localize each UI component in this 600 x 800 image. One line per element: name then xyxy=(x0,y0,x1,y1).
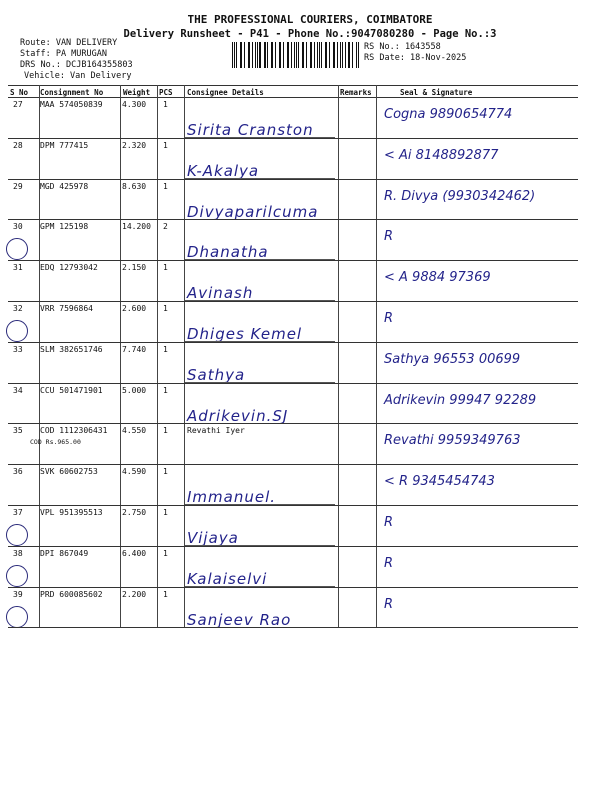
row-weight: 14.200 xyxy=(122,222,151,232)
row-weight: 2.200 xyxy=(122,589,147,599)
barcode xyxy=(232,42,360,68)
row-serial-number: 37 xyxy=(13,508,23,517)
row-divider xyxy=(8,138,578,139)
handwritten-signature: R xyxy=(384,515,394,530)
sno-circle-mark xyxy=(6,565,28,587)
row-pieces: 1 xyxy=(163,467,168,477)
rs-number: RS No.: 1643558 xyxy=(364,42,441,52)
header-bottom-rule xyxy=(8,97,578,98)
handwritten-consignee-name: Kalaiselvi xyxy=(187,569,268,588)
handwritten-signature: Revathi 9959349763 xyxy=(384,433,521,449)
row-divider xyxy=(8,383,578,384)
row-weight: 4.300 xyxy=(122,100,147,109)
handwritten-consignee-name: Dhiges Kemel xyxy=(187,325,303,343)
handwritten-consignee-name: K-Akalya xyxy=(187,161,260,180)
row-pieces: 1 xyxy=(163,548,168,558)
handwritten-consignee-name: Adrikevin.SJ xyxy=(187,406,289,425)
row-divider xyxy=(8,179,578,180)
consignment-number: COD 1112306431 xyxy=(40,426,108,436)
company-title: THE PROFESSIONAL COURIERS, COIMBATORE xyxy=(187,13,433,26)
row-serial-number: 39 xyxy=(13,589,23,599)
row-weight: 2.600 xyxy=(122,304,147,313)
sno-circle-mark xyxy=(6,524,28,546)
row-pieces: 1 xyxy=(163,426,168,436)
col-header-remarks: Remarks xyxy=(340,88,372,97)
row-weight: 2.150 xyxy=(122,263,147,273)
col-header-seal: Seal & Signature xyxy=(400,88,473,97)
sno-circle-mark xyxy=(6,606,28,628)
handwritten-signature: Sathya 96553 00699 xyxy=(384,351,521,367)
row-divider xyxy=(8,546,578,547)
runsheet-meta-right xyxy=(364,42,466,64)
handwritten-signature: Adrikevin 99947 92289 xyxy=(384,392,537,408)
row-pieces: 1 xyxy=(163,304,168,313)
handwritten-consignee-name: Sirita Cranston xyxy=(187,121,314,139)
consignment-number: MAA 574050839 xyxy=(40,100,103,109)
row-serial-number: 33 xyxy=(13,344,23,354)
row-divider xyxy=(8,505,578,506)
row-serial-number: 28 xyxy=(13,140,23,150)
row-serial-number: 31 xyxy=(13,263,23,273)
consignment-number: DPM 777415 xyxy=(40,140,89,150)
sno-circle-mark xyxy=(6,320,28,342)
handwritten-signature: R xyxy=(384,555,394,571)
row-divider xyxy=(8,342,578,343)
consignment-number: EDQ 12793042 xyxy=(40,263,98,273)
row-weight: 5.000 xyxy=(122,385,147,395)
consignment-number: GPM 125198 xyxy=(40,222,89,232)
row-weight: 2.750 xyxy=(122,508,147,517)
row-pieces: 1 xyxy=(163,181,168,191)
consignment-number: SVK 60602753 xyxy=(40,467,98,477)
handwritten-signature: R xyxy=(384,311,394,326)
row-pieces: 2 xyxy=(163,222,168,232)
route-label: Route: VAN DELIVERY xyxy=(20,38,118,48)
row-weight: 8.630 xyxy=(122,181,147,191)
col-header-pcs: PCS xyxy=(159,88,173,97)
row-divider xyxy=(8,464,578,465)
handwritten-signature: R. Divya (9930342462) xyxy=(384,188,536,204)
handwritten-signature: < Ai 8148892877 xyxy=(384,147,499,163)
col-header-sno: S No xyxy=(10,88,29,97)
sno-circle-mark xyxy=(6,238,28,260)
handwritten-consignee-name: Dhanatha xyxy=(187,243,269,262)
handwritten-consignee-name: Sanjeev Rao xyxy=(187,610,292,629)
row-weight: 2.320 xyxy=(122,140,147,150)
row-serial-number: 29 xyxy=(13,181,23,191)
rs-date: RS Date: 18-Nov-2025 xyxy=(364,53,467,63)
handwritten-consignee-name: Divyaparilcuma xyxy=(187,202,319,221)
row-serial-number: 38 xyxy=(13,548,23,558)
consignment-number: VPL 951395513 xyxy=(40,508,103,517)
row-divider xyxy=(8,301,578,302)
row-pieces: 1 xyxy=(163,589,168,599)
consignment-number: DPI 867049 xyxy=(40,548,89,558)
row-weight: 6.400 xyxy=(122,548,147,558)
row-serial-number: 27 xyxy=(13,100,23,109)
row-divider xyxy=(8,627,578,628)
col-header-weight: Weight xyxy=(123,88,151,97)
drs-label: DRS No.: DCJB164355803 xyxy=(20,60,133,70)
staff-label: Staff: PA MURUGAN xyxy=(20,49,107,59)
row-serial-number: 36 xyxy=(13,467,23,477)
consignment-number: VRR 7596864 xyxy=(40,304,93,313)
col-header-consignment: Consignment No xyxy=(40,88,104,97)
row-serial-number: 35 xyxy=(13,426,23,436)
consignment-number: CCU 501471901 xyxy=(40,385,103,395)
row-serial-number: 32 xyxy=(13,304,23,313)
handwritten-consignee-name: Immanuel. xyxy=(187,488,277,507)
table-top-rule xyxy=(8,85,578,86)
col-header-consignee: Consignee Details xyxy=(187,88,264,97)
handwritten-signature: < R 9345454743 xyxy=(384,474,495,490)
row-pieces: 1 xyxy=(163,508,168,517)
row-weight: 7.740 xyxy=(122,344,147,354)
row-divider xyxy=(8,219,578,220)
row-pieces: 1 xyxy=(163,263,168,273)
consignment-number: PRD 600085602 xyxy=(40,589,103,599)
row-pieces: 1 xyxy=(163,385,168,395)
row-pieces: 1 xyxy=(163,140,168,150)
row-divider xyxy=(8,423,578,424)
handwritten-signature: R xyxy=(384,229,394,245)
vehicle-label: Vehicle: Van Delivery xyxy=(24,71,132,81)
handwritten-signature: Cogna 9890654774 xyxy=(384,107,513,122)
handwritten-signature: R xyxy=(384,596,394,612)
row-serial-number: 30 xyxy=(13,222,23,232)
row-weight: 4.550 xyxy=(122,426,147,436)
cod-amount: COD Rs.965.00 xyxy=(30,438,81,447)
handwritten-consignee-name: Avinash xyxy=(187,284,254,303)
row-weight: 4.590 xyxy=(122,467,147,477)
row-serial-number: 34 xyxy=(13,385,23,395)
handwritten-signature: < A 9884 97369 xyxy=(384,270,491,286)
consignee-name: Revathi Iyer xyxy=(187,426,245,436)
row-pieces: 1 xyxy=(163,100,168,109)
row-pieces: 1 xyxy=(163,344,168,354)
runsheet-subtitle: Delivery Runsheet - P41 - Phone No.:9047080280 - Page No.:3 xyxy=(123,28,497,40)
handwritten-consignee-name: Sathya xyxy=(187,365,246,384)
row-divider xyxy=(8,587,578,588)
row-divider xyxy=(8,260,578,261)
runsheet-meta-left xyxy=(20,38,133,82)
consignment-number: MGD 425978 xyxy=(40,181,89,191)
handwritten-consignee-name: Vijaya xyxy=(187,529,239,547)
consignment-number: SLM 382651746 xyxy=(40,344,103,354)
